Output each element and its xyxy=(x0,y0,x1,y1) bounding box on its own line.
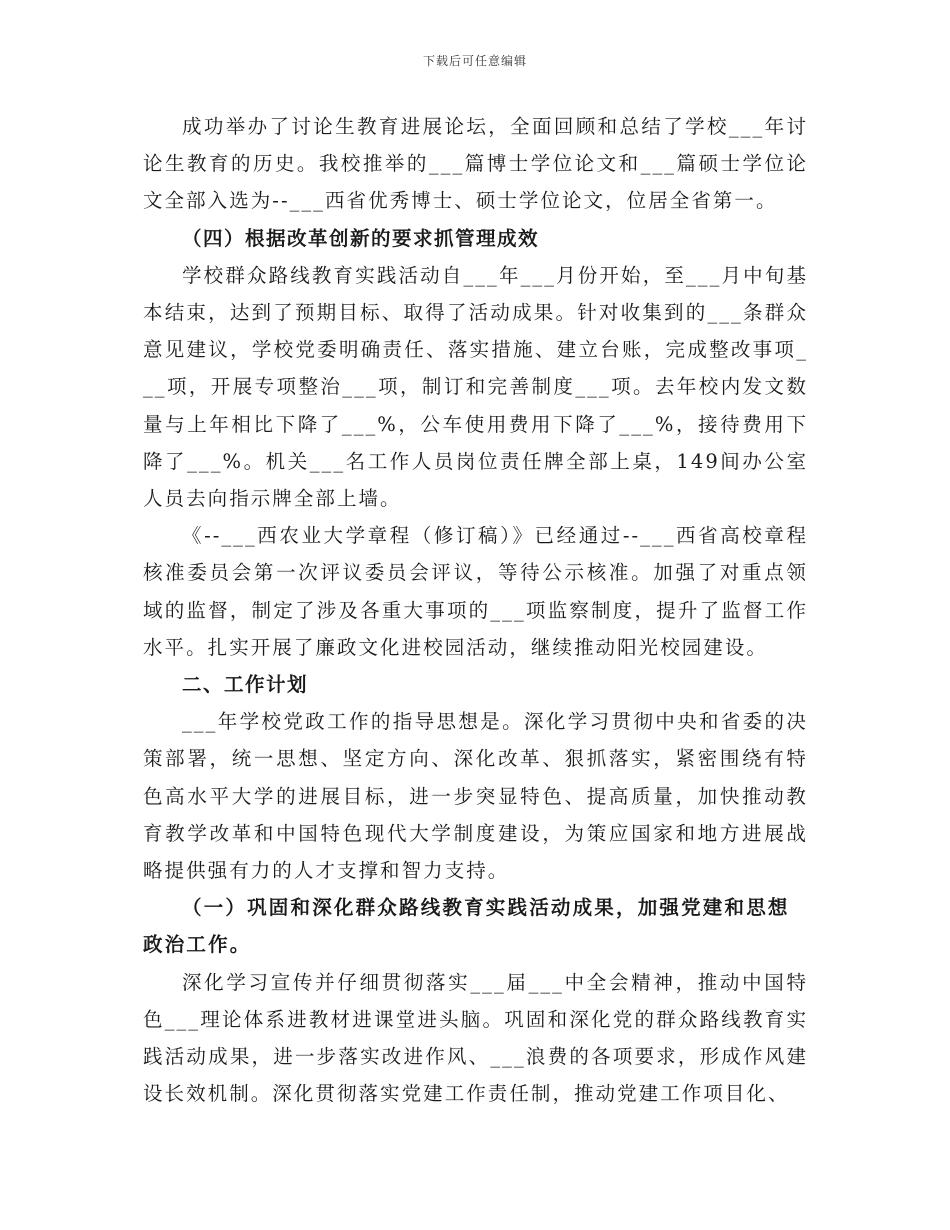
paragraph: ___年学校党政工作的指导思想是。深化学习贯彻中央和省委的决策部署，统一思想、坚定方向、深化改革、狠抓落实，紧密围绕有特色高水平大学的进展目标，进一步突显特色、提高质量，加快推动教育教学改革和中国特色现代大学制度建设，为策应国家和地方进展战略提供强有力的人才支撑和智力支持。 xyxy=(143,710,808,883)
section-heading: （一）巩固和深化群众路线教育实践活动成果，加强党建和思想政治工作。 xyxy=(143,896,790,957)
paragraph: 学校群众路线教育实践活动自___年___月份开始，至___月中旬基本结束，达到了预期目标、取得了活动成果。针对收集到的___条群众意见建议，学校党委明确责任、落实措施、建立台账，完成整改事项___项，开展专项整治___项，制订和完善制度___项。去年校内发文数量与上年相比下降了___%，公车使用费用下降了___%，接待费用下降了___%。机关___名工作人员岗位责任牌全部上桌，149间办公室人员去向指示牌全部上墙。 xyxy=(143,263,808,511)
document-body xyxy=(143,108,808,1112)
page-header: 下载后可任意编辑 xyxy=(422,54,527,68)
section-heading: 二、工作计划 xyxy=(182,673,309,697)
paragraph: 《--___西农业大学章程（修订稿）》已经通过--___西省高校章程核准委员会第一次评议委员会评议，等待公示核准。加强了对重点领域的监督，制定了涉及各重大事项的___项监察制度，提升了监督工作水平。扎实开展了廉政文化进校园活动，继续推动阳光校园建设。 xyxy=(143,524,808,659)
paragraph: 成功举办了讨论生教育进展论坛，全面回顾和总结了学校___年讨论生教育的历史。我校推举的___篇博士学位论文和___篇硕士学位论文全部入选为--___西省优秀博士、硕士学位论文，位居全省第一。 xyxy=(143,115,809,213)
section-heading: （四）根据改革创新的要求抓管理成效 xyxy=(182,226,540,250)
paragraph: 深化学习宣传并仔细贯彻落实___届___中全会精神，推动中国特色___理论体系进教材进课堂进头脑。巩固和深化党的群众路线教育实践活动成果，进一步落实改进作风、___浪费的各项要求，形成作风建设长效机制。深化贯彻落实党建工作责任制，推动党建工作项目化、 xyxy=(143,970,808,1106)
